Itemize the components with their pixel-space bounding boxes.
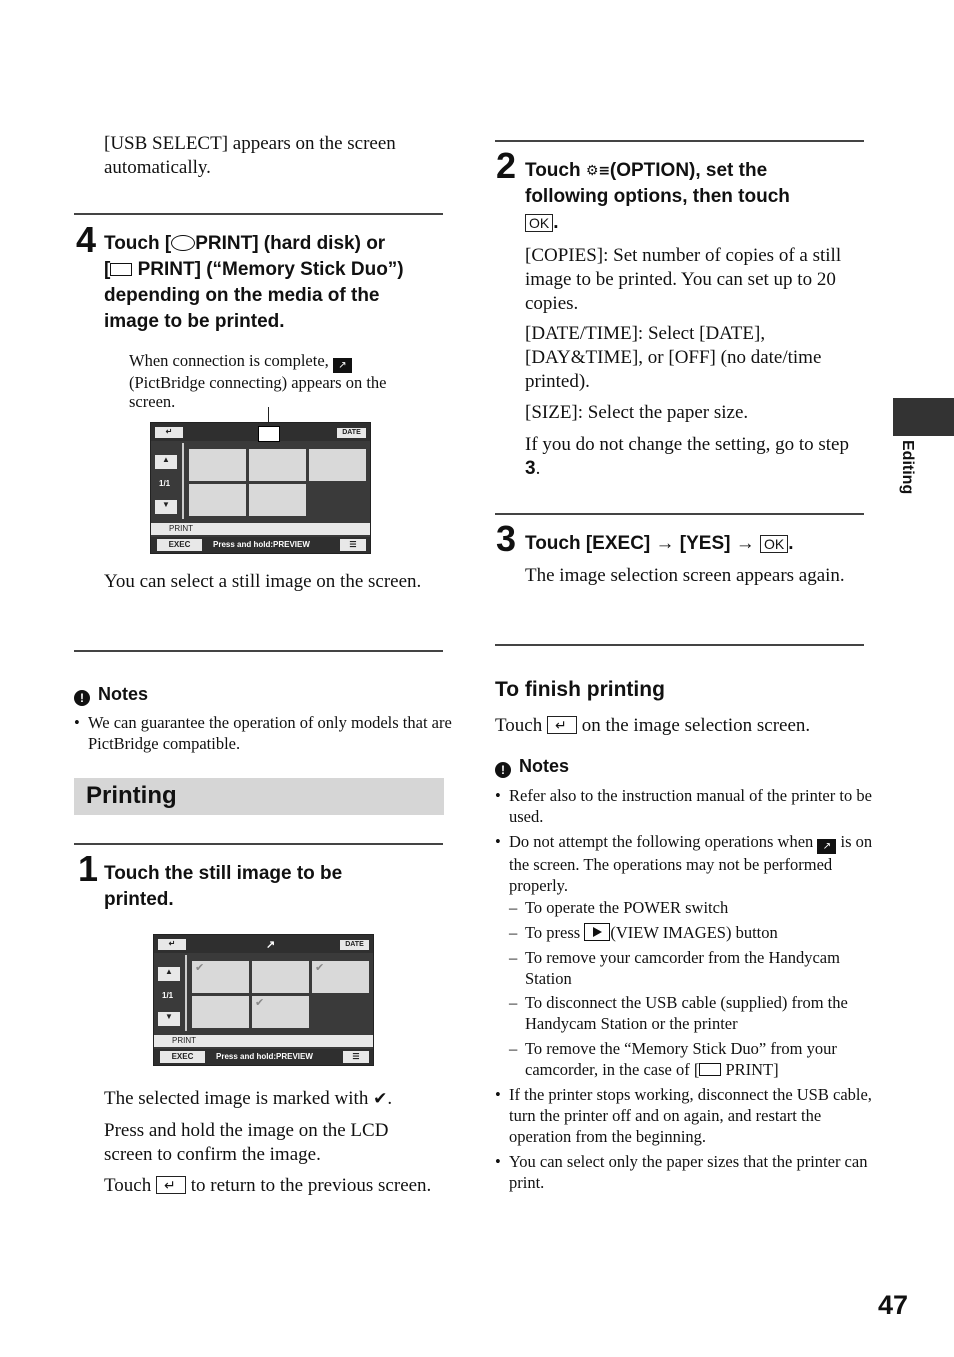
datetime-text: [DATE/TIME]: Select [DATE], [DAY&TIME], or [OFF] (no date/time printed). [525,323,822,392]
lcd-page-indicator: 1/1 [159,479,171,488]
notes-icon: ! [495,762,511,778]
nochange-text [525,433,865,481]
step3-after: The image selection screen appears again. [525,565,845,586]
lcd-thumbnail[interactable] [309,449,366,481]
divider [74,843,443,845]
size-text: [SIZE]: Select the paper size. [525,402,749,423]
step2-heading [525,158,865,236]
sub-item-text: To operate the POWER switch [525,898,729,917]
notes-item-text: Do not attempt the following operations when [509,832,814,851]
lcd-thumbnail[interactable] [192,961,249,993]
notes-icon: ! [74,690,90,706]
ok-icon: OK [525,214,553,232]
step3-heading [525,531,865,557]
finish-heading: To finish printing [495,678,665,701]
notes-item-text: You can select only the paper sizes that the printer can print. [509,1152,868,1192]
notes-item [495,831,879,896]
lcd-page-indicator: 1/1 [162,991,174,1000]
step-number: 1 [78,848,99,889]
marked-text [104,1087,444,1111]
dash: – [509,1039,518,1058]
lcd-scrollbar[interactable] [185,955,187,1031]
notes-item [495,1084,879,1147]
memory-stick-icon [699,1063,721,1076]
lcd-date-button[interactable]: DATE [337,428,366,438]
marked-text-end: . [387,1088,393,1109]
lcd-thumbnail[interactable] [312,961,369,993]
sub-item [509,897,881,918]
step3-text: Touch [EXEC] → [YES] → [525,533,755,554]
return-icon [547,716,577,734]
lcd-date-button[interactable]: DATE [340,940,369,950]
bullet: • [495,832,501,851]
lcd-up-button[interactable]: ▲ [155,455,177,469]
lcd-thumbnail[interactable] [252,961,309,993]
lcd-option-button[interactable]: ☰ [343,1051,369,1063]
dash: – [509,898,518,917]
lcd-thumbnail[interactable] [249,484,306,516]
lcd-option-button[interactable]: ☰ [340,539,366,551]
finish-text-b: on the image selection screen. [581,715,811,736]
lcd-exec-button[interactable]: EXEC [160,1051,205,1063]
lcd-print-strip: PRINT [151,523,370,535]
bullet: • [74,713,80,732]
lcd-thumbnail[interactable] [189,484,246,516]
lcd-thumbnail[interactable] [192,996,249,1028]
connection-note-a: When connection is complete, [129,351,329,370]
step4-line1a: Touch [ [104,233,172,254]
hard-disk-icon [171,235,195,251]
notes-item-text: is on the screen. The operations may not be performed properly. [509,832,873,895]
sub-item-text: (VIEW IMAGES) button [610,923,778,942]
section-band [74,778,444,815]
notes-item [495,785,879,827]
bullet: • [495,786,501,805]
finish-text-a: Touch [495,715,543,736]
pictbridge-icon: ↗ [817,839,836,854]
lcd-thumbnail[interactable] [252,996,309,1028]
notes-item-text: If the printer stops working, disconnect the USB cable, turn the printer off and on again, and restart the operation from the beginning. [509,1085,872,1146]
step4-line2a: [ [104,259,111,280]
page-number: 47 [878,1290,909,1320]
connection-note [129,351,409,411]
divider [495,513,864,515]
notes-item-text: We can guarantee the operation of only models that are PictBridge compatible. [88,713,452,753]
lcd-print-strip: PRINT [154,1035,373,1047]
step4-line4: image to be printed. [104,311,285,332]
divider [74,213,443,215]
sub-item-text: PRINT] [725,1060,779,1079]
connection-note-b: (PictBridge connecting) appears on the screen. [129,373,387,411]
marked-text-a: The selected image is marked with [104,1088,369,1109]
divider [74,650,443,652]
lcd-hold-label: Press and hold:PREVIEW [213,540,310,549]
divider [495,644,864,646]
bullet: • [495,1152,501,1171]
lcd-down-button[interactable]: ▼ [155,500,177,514]
pictbridge-icon: ↗ [333,358,352,373]
pictbridge-icon [258,426,280,442]
lcd-hold-label: Press and hold:PREVIEW [216,1052,313,1061]
return-text [104,1174,434,1198]
step4-heading [104,231,449,335]
step-number: 4 [76,219,97,260]
sub-item-text: To remove your camcorder from the Handycam Station [525,948,840,988]
step4-line2b: PRINT] (“Memory Stick Duo”) [132,259,404,280]
sub-item [509,1038,881,1080]
bullet: • [495,1085,501,1104]
divider [495,140,864,142]
select-still-text: You can select a still image on the screen. [104,571,422,592]
section-title: Printing [86,782,177,809]
lcd-thumbnail[interactable] [249,449,306,481]
finish-text [495,714,865,738]
option-icon: ⚙≡ [585,163,611,179]
step-number: 2 [496,145,517,186]
pictbridge-icon: ↗ [266,939,276,951]
nochange-end: . [535,458,541,479]
lcd-up-button[interactable]: ▲ [158,967,180,981]
step2-line1b: (OPTION), set the [609,160,768,181]
return-icon [156,1176,186,1194]
step2-line2: following options, then touch [525,186,790,207]
sub-item-text: To disconnect the USB cable (supplied) from the Handycam Station or the printer [525,993,848,1033]
dash: – [509,948,518,967]
return-text-b: to return to the previous screen. [190,1175,432,1196]
check-icon: ✔ [373,1089,388,1109]
dash: – [509,923,518,942]
notes-heading [74,684,148,706]
notes-heading-text: Notes [519,756,570,776]
side-tab-marker [893,398,954,436]
lcd-return-button[interactable]: ↵ [155,427,183,438]
sub-item [509,992,881,1034]
lcd-return-button[interactable]: ↵ [158,939,186,950]
check-icon: ✔ [195,961,205,974]
lcd-exec-button[interactable]: EXEC [157,539,202,551]
notes-heading [495,756,569,778]
lcd-thumbnail[interactable] [189,449,246,481]
press-hold-text: Press and hold the image on the LCD screen to confirm the image. [104,1120,389,1165]
sub-item-text: To remove the “Memory Stick Duo” from your camcorder, in the case of [ [525,1039,837,1079]
step3-period: . [788,533,794,554]
sub-item-text: To press [525,923,581,942]
ok-icon: OK [760,535,788,553]
sub-item [509,922,881,943]
notes-item-text: Refer also to the instruction manual of the printer to be used. [509,786,872,826]
nochange-a: If you do not change the setting, go to step [525,434,849,455]
sub-item [509,947,881,989]
side-tab-text: Editing [899,440,916,495]
memory-stick-icon [110,263,132,276]
step2-period: . [553,212,559,233]
lcd-down-button[interactable]: ▼ [158,1012,180,1026]
dash: – [509,993,518,1012]
lcd-screen-connect [150,422,371,554]
step-number: 3 [496,518,517,559]
return-text-a: Touch [104,1175,152,1196]
step1-heading: Touch the still image to be printed. [104,863,343,910]
step4-line1b: PRINT] (hard disk) or [195,233,386,254]
notes-item [74,712,454,754]
side-tab-label [894,440,924,520]
lcd-scrollbar[interactable] [182,443,184,519]
check-icon: ✔ [315,961,325,974]
intro-text: [USB SELECT] appears on the screen automatically. [104,133,396,178]
copies-text: [COPIES]: Set number of copies of a still image to be printed. You can set up to 20 copies. [525,245,842,314]
step4-line3: depending on the media of the [104,285,380,306]
nochange-step: 3 [525,458,536,479]
step2-line1a: Touch [525,160,581,181]
play-icon [584,923,610,941]
check-icon: ✔ [255,996,265,1009]
notes-heading-text: Notes [98,684,149,704]
lcd-screen-select [153,934,374,1066]
notes-item [495,1151,879,1193]
